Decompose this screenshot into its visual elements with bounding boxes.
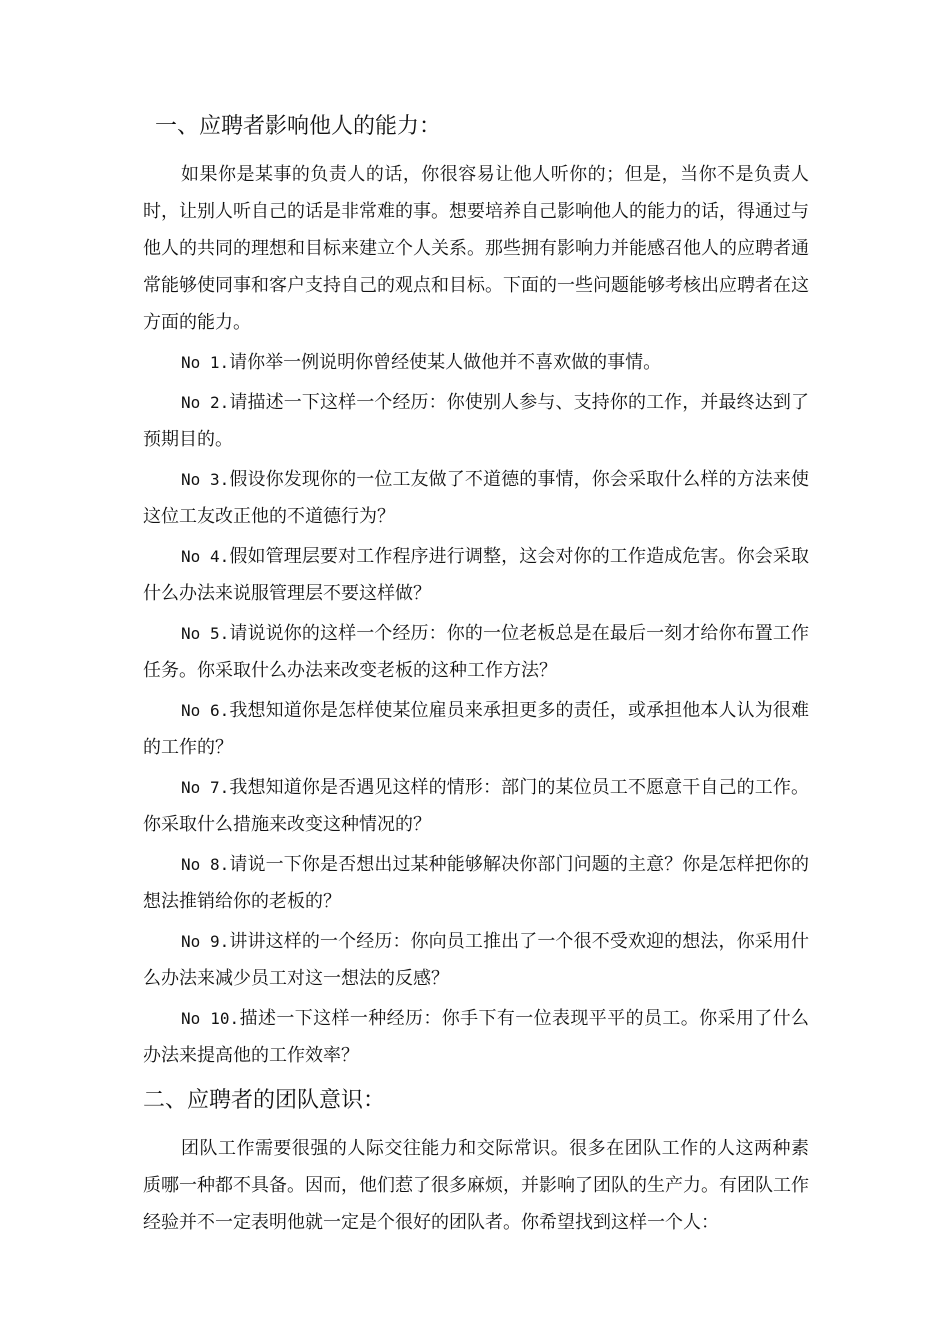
question-text: 请说一下你是否想出过某种能够解决你部门问题的主意？你是怎样把你的想法推销给你的老板的？ [143,854,809,912]
question-text: 假设你发现你的一位工友做了不道德的事情，你会采取什么样的方法来使这位工友改正他的不道德行为？ [143,469,809,527]
question-item [143,538,809,612]
section-2-heading: 二、应聘者的团队意识： [143,1088,386,1113]
question-number: No 6. [181,701,230,720]
document-page [143,112,809,1241]
question-text: 请你举一例说明你曾经使某人做他并不喜欢做的事情。 [229,352,662,373]
question-list [143,344,809,1074]
question-item [143,384,809,458]
question-number: No 4. [181,547,230,566]
question-item [143,615,809,689]
question-number: No 8. [181,855,230,874]
question-text: 请描述一下这样一个经历：你使别人参与、支持你的工作，并最终达到了预期目的。 [143,392,809,450]
question-number: No 10. [181,1009,240,1028]
question-text: 我想知道你是否遇见这样的情形：部门的某位员工不愿意干自己的工作。你采取什么措施来改变这种情况的？ [143,777,809,835]
question-item [143,344,809,381]
question-number: No 1. [181,353,230,372]
question-number: No 3. [181,470,230,489]
question-number: No 7. [181,778,230,797]
question-item [143,1000,809,1074]
section-1-intro: 如果你是某事的负责人的话，你很容易让他人听你的；但是，当你不是负责人时，让别人听自己的话是非常难的事。想要培养自己影响他人的能力的话，得通过与他人的共同的理想和目标来建立个人关系。那些拥有影响力并能感召他人的应聘者通常能够使同事和客户支持自己的观点和目标。下面的一些问题能够考核出应聘者在这方面的能力。 [143,164,809,333]
question-item [143,846,809,920]
question-number: No 2. [181,393,230,412]
question-item [143,692,809,766]
question-number: No 5. [181,624,230,643]
question-text: 我想知道你是怎样使某位雇员来承担更多的责任，或承担他本人认为很难的工作的？ [143,700,809,758]
section-2-intro: 团队工作需要很强的人际交往能力和交际常识。很多在团队工作的人这两种素质哪一种都不具备。因而，他们惹了很多麻烦，并影响了团队的生产力。有团队工作经验并不一定表明他就一定是个很好的团队者。你希望找到这样一个人： [143,1138,809,1233]
section-1-heading: 一、应聘者影响他人的能力： [155,114,442,139]
question-text: 假如管理层要对工作程序进行调整，这会对你的工作造成危害。你会采取什么办法来说服管理层不要这样做？ [143,546,809,604]
question-text: 讲讲这样的一个经历：你向员工推出了一个很不受欢迎的想法，你采用什么办法来减少员工对这一想法的反感？ [143,931,809,989]
question-item [143,769,809,843]
question-text: 描述一下这样一种经历：你手下有一位表现平平的员工。你采用了什么办法来提高他的工作效率？ [143,1008,810,1066]
question-item [143,461,809,535]
question-text: 请说说你的这样一个经历：你的一位老板总是在最后一刻才给你布置工作任务。你采取什么办法来改变老板的这种工作方法？ [143,623,809,681]
question-item [143,923,809,997]
question-number: No 9. [181,932,230,951]
